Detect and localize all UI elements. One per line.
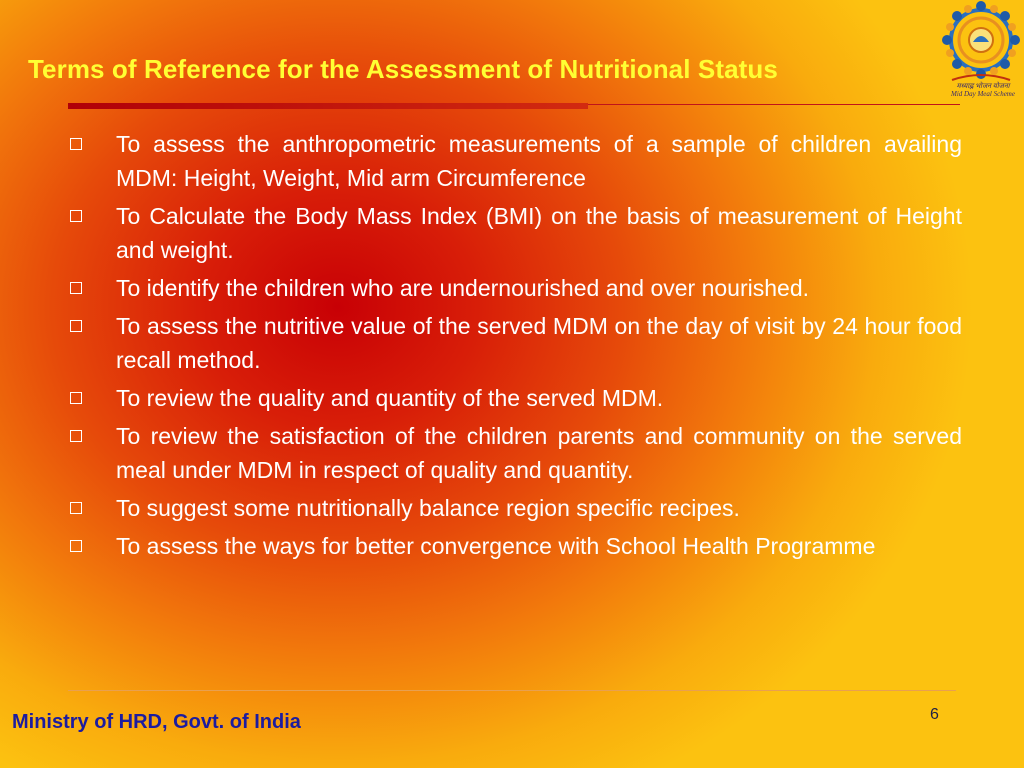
bullet-item [68,271,962,305]
bullet-text: To review the quality and quantity of the served MDM. [116,385,664,411]
bullet-item [68,199,962,267]
bullet-item [68,127,962,195]
title-underline [68,103,588,109]
slide-title: Terms of Reference for the Assessment of Nutritional Status [28,54,778,84]
bullet-item [68,529,962,563]
bullet-text: To assess the ways for better convergence with School Health Programme [116,533,876,559]
bullet-text: To assess the nutritive value of the served MDM on the day of visit by 24 hour food recall method. [116,313,962,373]
bullet-item [68,381,962,415]
footer-divider [68,690,956,691]
bullet-item [68,309,962,377]
footer-ministry: Ministry of HRD, Govt. of India [12,711,301,733]
bullet-text: To identify the children who are undernourished and over nourished. [116,275,809,301]
bullet-text: To Calculate the Body Mass Index (BMI) on the basis of measurement of Height and weight. [116,203,962,263]
bullet-list [68,127,962,567]
page-number: 6 [930,706,939,723]
square-bullet-icon [70,138,82,150]
square-bullet-icon [70,430,82,442]
title-underline-thin [588,104,960,105]
square-bullet-icon [70,540,82,552]
logo-caption-hindi: मध्याह्न भोजन योजना [956,82,1010,90]
bullet-text: To suggest some nutritionally balance region specific recipes. [116,495,740,521]
square-bullet-icon [70,210,82,222]
logo-caption [946,82,1020,98]
square-bullet-icon [70,392,82,404]
square-bullet-icon [70,320,82,332]
bullet-item [68,419,962,487]
logo-caption-english: Mid Day Meal Scheme [951,90,1015,98]
bullet-item [68,491,962,525]
square-bullet-icon [70,282,82,294]
square-bullet-icon [70,502,82,514]
bullet-text: To review the satisfaction of the children parents and community on the served meal under MDM in respect of quality and quantity. [116,423,962,483]
bullet-text: To assess the anthropometric measurements of a sample of children availing MDM: Height, Weight, Mid arm Circumference [116,131,962,191]
